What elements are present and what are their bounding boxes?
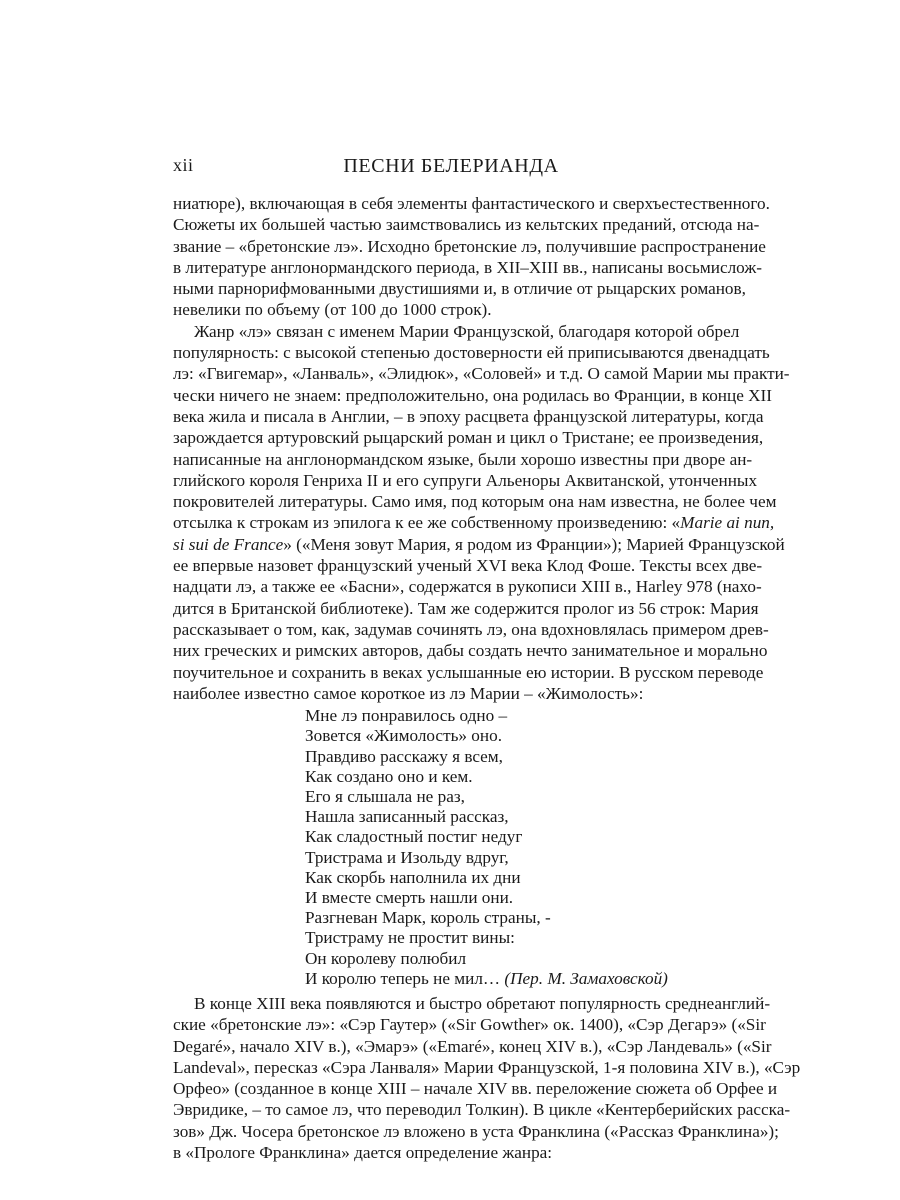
text-line: чески ничего не знаем: предположительно, она родилась во Франции, в конце XII [173,385,772,405]
verse-line: И вместе смерть нашли они. [305,887,514,907]
verse-line: Зовется «Жимолость» оно. [305,726,502,746]
text-line: написанные на англонормандском языке, были хорошо известны при дворе ан- [173,449,753,469]
text-line: зов» Дж. Чосера бретонское лэ вложено в уста Франклина («Рассказ Франклина»); [173,1121,779,1141]
translator-attribution: (Пер. М. Замаховской) [504,968,668,988]
text-line: надцати лэ, а также ее «Басни», содержатся в рукописи XIII в., Harley 978 (нахо- [173,577,762,597]
text-segment: » («Меня зовут Мария, я родом из Франции»); Марией Французской [283,534,785,554]
paragraph-1 [173,193,770,321]
verse-line: Нашла записанный рассказ, [305,807,509,827]
text-line: Орфео» (созданное в конце XIII – начале XIV вв. переложение сюжета об Орфее и [173,1079,778,1099]
text-line: невелики по объему (от 100 до 1000 строк). [173,300,492,320]
text-line: ее впервые назовет французский ученый XVI века Клод Фоше. Тексты всех две- [173,556,763,576]
verse-line: Тристраму не простит вины: [305,928,515,948]
text-line: В конце XIII века появляются и быстро обретают популярность среднеанглий- [194,993,771,1013]
page-number: xii [173,155,194,175]
verse-line [305,969,729,989]
text-line: поучительное и сохранить в веках услышанные ею истории. В русском переводе [173,662,764,682]
latin-quote: Marie ai nun, [680,513,775,533]
text-line: Жанр «лэ» связан с именем Марии Французской, благодаря которой обрел [194,321,740,341]
verse-line: Он королеву полюбил [305,948,467,968]
text-line: в литературе англонормандского периода, в XII–XIII вв., написаны восьмислож- [173,257,762,277]
text-line: Сюжеты их большей частью заимствовались из кельтских преданий, отсюда на- [173,215,760,235]
text-line: них греческих и римских авторов, дабы создать нечто занимательное и морально [173,641,768,661]
text-line: Эвридике, – то самое лэ, что переводил Толкин). В цикле «Кентерберийских расска- [173,1100,791,1120]
verse-final-text: И королю теперь не мил… [305,968,501,988]
text-line: ными парнорифмованными двустишиями и, в отличие от рыцарских романов, [173,279,746,299]
text-line: наиболее известно самое короткое из лэ Марии – «Жимолость»: [173,683,644,703]
latin-quote: si sui de France [173,534,284,554]
verse-line: Мне лэ понравилось одно – [305,706,508,726]
text-line: Degaré», начало XIV в.), «Эмарэ» («Emaré», конец XIV в.), «Сэр Ландеваль» («Sir [173,1036,772,1056]
verse-line: Как сладостный постиг недуг [305,827,523,847]
text-line: покровителей литературы. Само имя, под которым она нам известна, не более чем [173,492,777,512]
paragraph-2 [173,321,790,704]
paragraph-3 [173,993,801,1163]
verse-line: Тристрама и Изольду вдруг, [305,847,509,867]
text-line: зарождается артуровский рыцарский роман и цикл о Тристане; ее произведения, [173,428,764,448]
text-line: Landeval», пересказ «Сэра Ланваля» Марии Французской, 1-я половина XIV в.), «Сэр [173,1057,801,1077]
body-text [173,193,801,1163]
verse-line: Как создано оно и кем. [305,766,473,786]
verse-line: Разгневан Марк, король страны, - [305,908,551,928]
text-line: рассказывает о том, как, задумав сочинять лэ, она вдохновлялась примером древ- [173,619,769,639]
text-segment: отсылка к строкам из эпилога к ее же собственному произведению: « [173,513,681,533]
text-line: лэ: «Гвигемар», «Ланваль», «Элидюк», «Соловей» и т.д. О самой Марии мы практи- [173,364,790,384]
text-line [173,512,775,533]
verse-block [305,706,729,989]
verse-line: Его я слышала не раз, [305,786,465,806]
running-title: ПЕСНИ БЕЛЕРИАНДА [343,155,559,177]
verse-line: Правдиво расскажу я всем, [305,746,503,766]
text-line: глийского короля Генриха II и его супруги Альеноры Аквитанской, утонченных [173,470,758,490]
text-line [173,534,785,555]
verse-line: Как скорбь наполнила их дни [305,867,521,887]
text-line: звание – «бретонские лэ». Исходно бретонские лэ, получившие распространение [173,236,766,256]
text-line: века жила и писала в Англии, – в эпоху расцвета французской литературы, когда [173,406,764,426]
text-line: дится в Британской библиотеке). Там же содержится пролог из 56 строк: Мария [173,598,759,618]
text-line: ские «бретонские лэ»: «Сэр Гаутер» («Sir Gowther» ок. 1400), «Сэр Дегарэ» («Sir [173,1015,766,1035]
text-line: в «Прологе Франклина» дается определение жанра: [173,1143,553,1163]
text-line: популярность: с высокой степенью достоверности ей приписываются двенадцать [173,343,770,363]
text-line: ниатюре), включающая в себя элементы фантастического и сверхъестественного. [173,194,770,213]
page-header [173,155,729,185]
